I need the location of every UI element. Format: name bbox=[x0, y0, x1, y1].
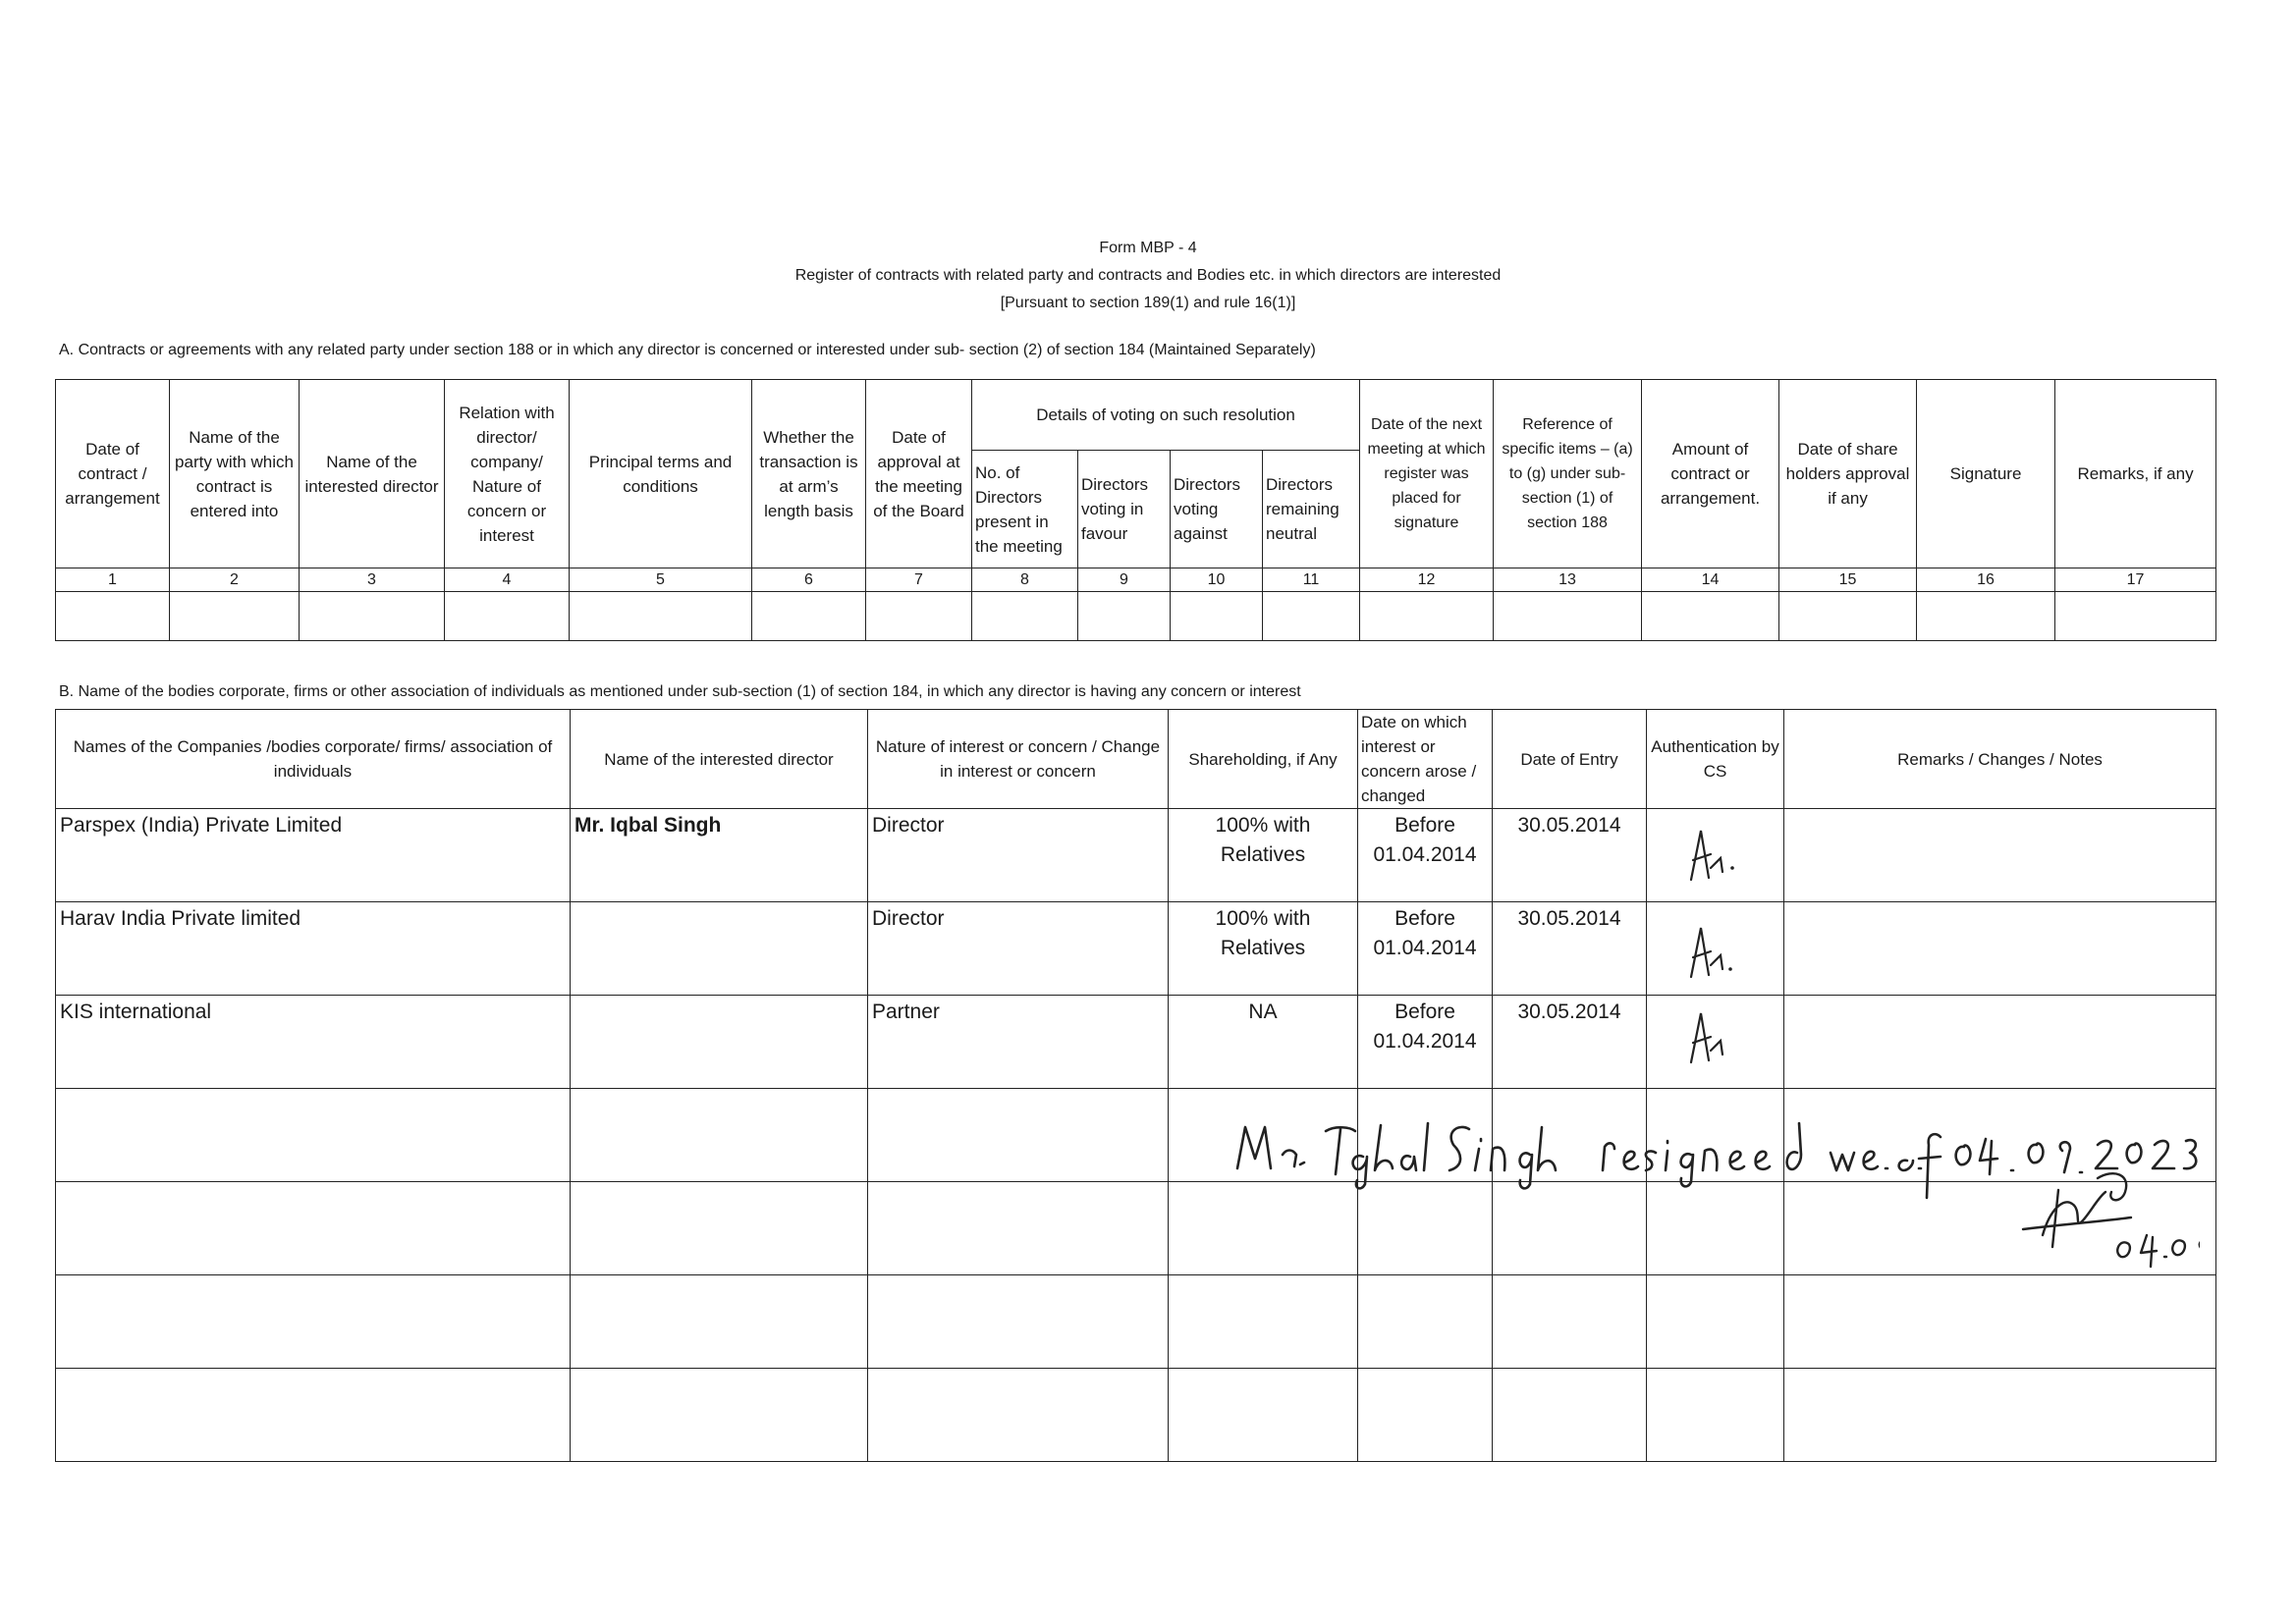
contracts-table bbox=[55, 379, 2216, 641]
shareholding: 100% with Relatives bbox=[1169, 902, 1358, 996]
header-principal-terms: Principal terms and conditions bbox=[570, 380, 752, 568]
column-number: 16 bbox=[1917, 568, 2055, 592]
column-number: 4 bbox=[445, 568, 570, 592]
remarks-cell bbox=[1784, 902, 2216, 996]
table-row bbox=[56, 1275, 2216, 1369]
table-row bbox=[56, 809, 2216, 902]
column-number: 10 bbox=[1171, 568, 1263, 592]
form-subtitle: Register of contracts with related party and contracts and Bodies etc. in which directors are interested bbox=[794, 267, 1502, 284]
header-date-of-entry: Date of Entry bbox=[1493, 710, 1647, 809]
column-number: 8 bbox=[972, 568, 1078, 592]
table-row bbox=[56, 996, 2216, 1089]
header-date-interest-arose: Date on which interest or concern arose / changed bbox=[1358, 710, 1493, 809]
column-number: 7 bbox=[866, 568, 972, 592]
column-number: 5 bbox=[570, 568, 752, 592]
column-number: 17 bbox=[2055, 568, 2216, 592]
table-row bbox=[56, 592, 2216, 641]
header-date-of-contract: Date of contract / arrangement bbox=[56, 380, 170, 568]
form-title: Form MBP - 4 bbox=[1099, 240, 1197, 256]
date-interest-arose: Before 01.04.2014 bbox=[1358, 996, 1493, 1089]
header-company-names: Names of the Companies /bodies corporate/ firms/ association of individuals bbox=[56, 710, 571, 809]
table-row bbox=[56, 1369, 2216, 1462]
cs-initials bbox=[1647, 902, 1784, 996]
remarks-cell bbox=[1784, 996, 2216, 1089]
column-number: 15 bbox=[1779, 568, 1917, 592]
header-voting-details: Details of voting on such resolution bbox=[972, 380, 1360, 451]
column-number: 14 bbox=[1642, 568, 1779, 592]
column-number: 2 bbox=[170, 568, 300, 592]
table-row bbox=[56, 1089, 2216, 1182]
form-pursuant: [Pursuant to section 189(1) and rule 16(1)] bbox=[1000, 295, 1296, 311]
header-arms-length: Whether the transaction is at arm’s length basis bbox=[752, 380, 866, 568]
header-nature-of-interest: Nature of interest or concern / Change in interest or concern bbox=[868, 710, 1169, 809]
date-of-entry: 30.05.2014 bbox=[1493, 902, 1647, 996]
header-reference-items: Reference of specific items – (a) to (g) under sub-section (1) of section 188 bbox=[1494, 380, 1642, 568]
header-voting-favour: Directors voting in favour bbox=[1078, 451, 1171, 568]
nature-of-interest: Partner bbox=[868, 996, 1169, 1089]
company-name: Parspex (India) Private Limited bbox=[56, 809, 571, 902]
company-name: Harav India Private limited bbox=[56, 902, 571, 996]
header-relation: Relation with director/ company/ Nature of concern or interest bbox=[445, 380, 570, 568]
header-shareholding: Shareholding, if Any bbox=[1169, 710, 1358, 809]
header-remarks: Remarks / Changes / Notes bbox=[1784, 710, 2216, 809]
director-name: Mr. Iqbal Singh bbox=[571, 809, 868, 902]
header-directors-present: No. of Directors present in the meeting bbox=[972, 451, 1078, 568]
column-number: 1 bbox=[56, 568, 170, 592]
header-amount: Amount of contract or arrangement. bbox=[1642, 380, 1779, 568]
column-number: 11 bbox=[1263, 568, 1360, 592]
header-remaining-neutral: Directors remaining neutral bbox=[1263, 451, 1360, 568]
shareholding: 100% with Relatives bbox=[1169, 809, 1358, 902]
table-row bbox=[56, 902, 2216, 996]
director-name bbox=[571, 902, 868, 996]
column-number: 3 bbox=[300, 568, 445, 592]
header-remarks: Remarks, if any bbox=[2055, 380, 2216, 568]
header-voting-against: Directors voting against bbox=[1171, 451, 1263, 568]
header-shareholder-approval: Date of share holders approval if any bbox=[1779, 380, 1917, 568]
date-of-entry: 30.05.2014 bbox=[1493, 996, 1647, 1089]
header-interested-director: Name of the interested director bbox=[571, 710, 868, 809]
header-next-meeting: Date of the next meeting at which register was placed for signature bbox=[1360, 380, 1494, 568]
nature-of-interest: Director bbox=[868, 809, 1169, 902]
cs-initials bbox=[1647, 809, 1784, 902]
header-board-approval: Date of approval at the meeting of the Board bbox=[866, 380, 972, 568]
remarks-cell bbox=[1784, 809, 2216, 902]
header-party-name: Name of the party with which contract is entered into bbox=[170, 380, 300, 568]
column-number: 12 bbox=[1360, 568, 1494, 592]
column-number: 9 bbox=[1078, 568, 1171, 592]
header-authentication: Authentication by CS bbox=[1647, 710, 1784, 809]
date-interest-arose: Before 01.04.2014 bbox=[1358, 902, 1493, 996]
header-signature: Signature bbox=[1917, 380, 2055, 568]
column-number: 6 bbox=[752, 568, 866, 592]
nature-of-interest: Director bbox=[868, 902, 1169, 996]
column-number: 13 bbox=[1494, 568, 1642, 592]
header-interested-director: Name of the interested director bbox=[300, 380, 445, 568]
director-name bbox=[571, 996, 868, 1089]
company-name: KIS international bbox=[56, 996, 571, 1089]
table-row bbox=[56, 1182, 2216, 1275]
date-interest-arose: Before 01.04.2014 bbox=[1358, 809, 1493, 902]
shareholding: NA bbox=[1169, 996, 1358, 1089]
section-a-label: A. Contracts or agreements with any related party under section 188 or in which any director is concerned or interested under sub- section (2) of section 184 (Maintained Separately) bbox=[59, 342, 1316, 358]
bodies-corporate-table bbox=[55, 709, 2216, 1462]
section-b-label: B. Name of the bodies corporate, firms or other association of individuals as mentioned under sub-section (1) of section 184, in which any director is having any concern or interest bbox=[59, 683, 1301, 700]
date-of-entry: 30.05.2014 bbox=[1493, 809, 1647, 902]
cs-initials bbox=[1647, 996, 1784, 1089]
